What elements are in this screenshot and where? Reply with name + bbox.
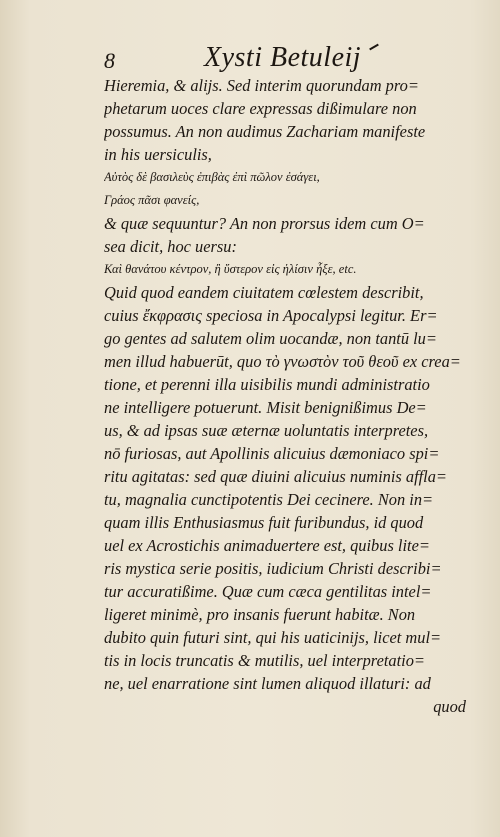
- text-line: Hieremia, & alijs. Sed interim quorundam pro=: [104, 76, 419, 95]
- text-line: go gentes ad salutem olim uocandæ, non tantū lu=: [104, 329, 437, 348]
- text-line: phetarum uoces clare expressas dißimulare non: [104, 99, 417, 118]
- text-line: tis in locis truncatis & mutilis, uel interpretatio=: [104, 651, 425, 670]
- text-line: ris mystica serie positis, iudicium Christi describi=: [104, 559, 442, 578]
- text-line: men illud habuerūt, quo τὸ γνωστὸν τοῦ θεοῦ ex crea=: [104, 352, 461, 371]
- text-line: tu, magnalia cunctipotentis Dei cecinere. Non in=: [104, 490, 434, 509]
- text-line: dubito quin futuri sint, qui his uaticinijs, licet mul=: [104, 628, 442, 647]
- greek-verse-line: Αὐτὸς δὲ βασιλεὺς ἐπιβὰς ἐπὶ πῶλον ἐσάγει,: [104, 170, 320, 184]
- body-text: [104, 74, 466, 718]
- text-line: Quid quod eandem ciuitatem cœlestem describit,: [104, 283, 424, 302]
- text-line: ligeret minimè, pro insanis fuerunt habitæ. Non: [104, 605, 416, 624]
- page-number: 8: [104, 48, 115, 73]
- text-line: us, & ad ipsas suæ æternæ uoluntatis interpretes,: [104, 421, 429, 440]
- catchword: quod: [433, 697, 466, 716]
- text-line: ne, uel enarratione sint lumen aliquod illaturi: ad: [104, 674, 431, 693]
- running-head: Xysti Betuleij: [204, 42, 362, 73]
- text-line: uel ex Acrostichis animaduertere est, quibus lite=: [104, 536, 430, 555]
- greek-verse-line: Καὶ θανάτου κέντρον, ἢ ὕστερον εἰς ἡλίσιν ἧξε, etc.: [104, 262, 357, 276]
- text-line: tur accuratißime. Quæ cum cæca gentilitas intel=: [104, 582, 432, 601]
- text-line: nō furiosas, aut Apollinis alicuius dæmoniaco spi=: [104, 444, 440, 463]
- text-line: possumus. An non audimus Zachariam manifeste: [104, 122, 426, 141]
- text-line: tione, et perenni illa uisibilis mundi administratio: [104, 375, 430, 394]
- greek-verse-line: Γράος πᾶσι φανείς,: [104, 193, 200, 207]
- header-ornament: [369, 44, 379, 51]
- text-line: & quæ sequuntur? An non prorsus idem cum O=: [104, 214, 425, 233]
- text-line: ne intelligere potuerunt. Misit benignißimus De=: [104, 398, 427, 417]
- text-line: quam illis Enthusiasmus fuit furibundus, id quod: [104, 513, 424, 532]
- text-line: cuius ἔκφρασις speciosa in Apocalypsi legitur. Er=: [104, 306, 438, 325]
- text-line: in his uersiculis,: [104, 145, 212, 164]
- text-line: sea dicit, hoc uersu:: [104, 237, 237, 256]
- text-line: ritu agitatas: sed quæ diuini alicuius numinis affla=: [104, 467, 447, 486]
